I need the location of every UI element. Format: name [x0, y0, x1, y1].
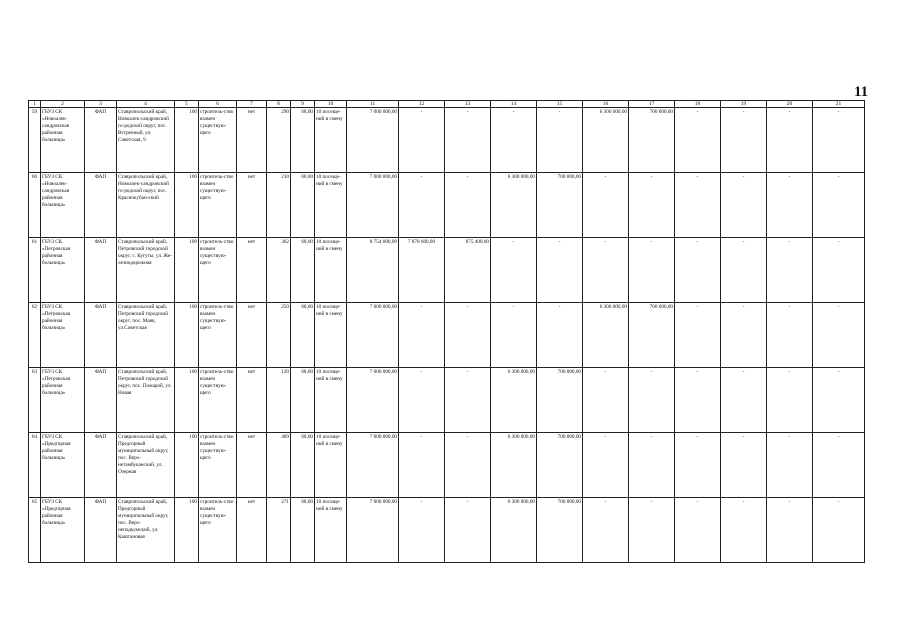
table-cell-c11: 7 000 000,00 [347, 498, 399, 563]
table-cell-c16: - [583, 173, 629, 238]
table-cell-org: ГБУЗ СК «Предгорная районная больница» [41, 498, 85, 563]
column-number: 12 [399, 101, 445, 108]
table-cell-c17: - [629, 498, 675, 563]
column-number: 6 [199, 101, 237, 108]
facilities-table [28, 100, 865, 563]
table-cell-work: строитель-ство взамен существую-щего [199, 238, 237, 303]
table-cell-address: Ставропольский край, Новоалек-сандровский го-родской округ, пос. Встречный, ул. Советская, 9 [117, 108, 175, 173]
table-cell-c16: 6 300 000,00 [583, 303, 629, 368]
table-cell-c19: - [721, 108, 767, 173]
table-cell-c8: 210 [267, 173, 291, 238]
table-cell-c20: - [767, 433, 813, 498]
column-number: 16 [583, 101, 629, 108]
column-number: 18 [675, 101, 721, 108]
table-cell-n: 61 [29, 238, 41, 303]
column-number: 5 [175, 101, 199, 108]
table-cell-c9: 68,00 [291, 368, 315, 433]
table-cell-c19: - [721, 433, 767, 498]
column-number: 9 [291, 101, 315, 108]
table-cell-c18: - [675, 108, 721, 173]
table-cell-c17: - [629, 368, 675, 433]
table-cell-c11: 7 000 000,00 [347, 173, 399, 238]
table-cell-visits: 10 посеще-ний в смену [315, 368, 347, 433]
page-number: 11 [854, 84, 869, 100]
table-cell-c15: 700 000,00 [537, 173, 583, 238]
table-cell-c15: - [537, 108, 583, 173]
table-row [29, 173, 865, 238]
table-cell-type: ФАП [85, 238, 117, 303]
table-cell-c21: - [813, 498, 865, 563]
table-cell-c14: - [491, 108, 537, 173]
table-cell-type: ФАП [85, 303, 117, 368]
table-cell-c20: - [767, 303, 813, 368]
column-number: 10 [315, 101, 347, 108]
table-cell-type: ФАП [85, 433, 117, 498]
column-number: 3 [85, 101, 117, 108]
table-cell-c12: - [399, 303, 445, 368]
table-cell-c8: 489 [267, 433, 291, 498]
table-cell-work: строитель-ство взамен существую-щего [199, 368, 237, 433]
table-cell-c12: - [399, 173, 445, 238]
table-cell-c18: - [675, 368, 721, 433]
table-cell-visits: 10 посеще-ний в смену [315, 108, 347, 173]
table-cell-c21: - [813, 433, 865, 498]
table-cell-c20: - [767, 498, 813, 563]
table-cell-work: строитель-ство взамен существую-щего [199, 303, 237, 368]
table-cell-type: ФАП [85, 498, 117, 563]
table-cell-c16: - [583, 433, 629, 498]
table-cell-c8: 120 [267, 368, 291, 433]
table-cell-work: строитель-ство взамен существую-щего [199, 108, 237, 173]
table-row [29, 108, 865, 173]
table-cell-c9: 68,00 [291, 433, 315, 498]
column-number: 21 [813, 101, 865, 108]
table-cell-c13: - [445, 498, 491, 563]
column-number: 11 [347, 101, 399, 108]
table-cell-work: строитель-ство взамен существую-щего [199, 498, 237, 563]
column-number-row [29, 101, 865, 108]
column-number: 7 [237, 101, 267, 108]
table-row [29, 498, 865, 563]
table-cell-visits: 10 посеще-ний в смену [315, 238, 347, 303]
table-cell-c9: 68,00 [291, 303, 315, 368]
table-cell-c8: 250 [267, 303, 291, 368]
column-number: 15 [537, 101, 583, 108]
table-cell-c12: - [399, 108, 445, 173]
table-cell-c16: - [583, 238, 629, 303]
table-cell-c9: 68,00 [291, 108, 315, 173]
table-cell-c21: - [813, 368, 865, 433]
table-cell-c17: 700 000,00 [629, 108, 675, 173]
table-cell-c15: 700 000,00 [537, 433, 583, 498]
table-cell-c18: - [675, 303, 721, 368]
table-cell-c7: нет [237, 173, 267, 238]
table-cell-address: Ставропольский край, Петровский городской округ, с. Кугуты, ул. Же-лезнодорожная [117, 238, 175, 303]
table-cell-c11: 7 000 000,00 [347, 303, 399, 368]
table-cell-c19: - [721, 238, 767, 303]
table-cell-c12: - [399, 498, 445, 563]
table-cell-visits: 10 посеще-ний в смену [315, 173, 347, 238]
table-cell-c7: нет [237, 238, 267, 303]
table-cell-c9: 68,00 [291, 238, 315, 303]
table-cell-c5: 100 [175, 368, 199, 433]
table-cell-c11: 7 000 000,00 [347, 433, 399, 498]
table-cell-c18: - [675, 238, 721, 303]
table-row [29, 433, 865, 498]
table-cell-c8: 362 [267, 238, 291, 303]
table-cell-c14: 6 300 000,00 [491, 498, 537, 563]
table-cell-c20: - [767, 108, 813, 173]
table-cell-c14: 6 300 000,00 [491, 368, 537, 433]
table-cell-c11: 7 000 000,00 [347, 108, 399, 173]
table-cell-n: 63 [29, 368, 41, 433]
table-cell-c5: 100 [175, 173, 199, 238]
table-cell-c18: - [675, 433, 721, 498]
table-cell-c7: нет [237, 433, 267, 498]
table-cell-address: Ставропольский край, Петровский городской округ, пос. Маяк, ул.Советская [117, 303, 175, 368]
table-cell-c15: - [537, 238, 583, 303]
table-cell-c12: 7 878 600,00 [399, 238, 445, 303]
column-number: 20 [767, 101, 813, 108]
table-cell-c16: - [583, 368, 629, 433]
table-cell-n: 59 [29, 108, 41, 173]
table-cell-org: ГБУЗ СК «Петровская районная больница» [41, 368, 85, 433]
column-number: 4 [117, 101, 175, 108]
table-cell-c7: нет [237, 498, 267, 563]
table-cell-org: ГБУЗ СК «Новоалек-сандровская районная больница» [41, 108, 85, 173]
table-cell-c14: 6 300 000,00 [491, 173, 537, 238]
table-cell-work: строитель-ство взамен существую-щего [199, 433, 237, 498]
table-cell-c21: - [813, 238, 865, 303]
table-cell-c19: - [721, 498, 767, 563]
table-cell-c12: - [399, 433, 445, 498]
column-number: 13 [445, 101, 491, 108]
table-cell-c19: - [721, 173, 767, 238]
table-cell-address: Ставропольский край, Новоалек-сандровский го-родской округ, пос. Краснокубан-ский [117, 173, 175, 238]
table-cell-c15: 700 000,00 [537, 498, 583, 563]
table-cell-c15: 700 000,00 [537, 368, 583, 433]
table-cell-c17: - [629, 433, 675, 498]
table-cell-c5: 100 [175, 498, 199, 563]
table-cell-visits: 10 посеще-ний в смену [315, 433, 347, 498]
table-cell-c13: - [445, 173, 491, 238]
table-cell-c8: 271 [267, 498, 291, 563]
table-cell-c13: - [445, 433, 491, 498]
table-cell-c20: - [767, 173, 813, 238]
table-cell-address: Ставропольский край, Петровский городской округ, пос. Пожарой, ул. Новая [117, 368, 175, 433]
table-cell-c18: - [675, 173, 721, 238]
table-cell-org: ГБУЗ СК «Петровская районная больница» [41, 303, 85, 368]
table-cell-c18: - [675, 498, 721, 563]
table-cell-n: 60 [29, 173, 41, 238]
table-cell-n: 64 [29, 433, 41, 498]
table-cell-c5: 100 [175, 238, 199, 303]
table-cell-c21: - [813, 108, 865, 173]
table-cell-c16: 6 300 000,00 [583, 108, 629, 173]
table-cell-c5: 100 [175, 108, 199, 173]
column-number: 17 [629, 101, 675, 108]
table-cell-c17: - [629, 173, 675, 238]
table-cell-c13: - [445, 368, 491, 433]
table-cell-c5: 100 [175, 303, 199, 368]
table-cell-c16: - [583, 498, 629, 563]
column-number: 8 [267, 101, 291, 108]
table-cell-work: строитель-ство взамен существую-щего [199, 173, 237, 238]
table-cell-address: Ставропольский край, Предгорный муниципальный округ, пос. Верх-неподкумский, ул. Каштановая [117, 498, 175, 563]
table-cell-type: ФАП [85, 173, 117, 238]
table-cell-c20: - [767, 368, 813, 433]
table-cell-org: ГБУЗ СК «Новоалек-сандровская районная больница» [41, 173, 85, 238]
table-cell-c11: 7 000 000,00 [347, 368, 399, 433]
table-cell-visits: 10 посеще-ний в смену [315, 303, 347, 368]
table-cell-c13: - [445, 108, 491, 173]
table-cell-c14: - [491, 238, 537, 303]
table-cell-c15: - [537, 303, 583, 368]
column-number: 1 [29, 101, 41, 108]
table-cell-c7: нет [237, 303, 267, 368]
table-cell-c9: 68,00 [291, 498, 315, 563]
table-cell-c8: 290 [267, 108, 291, 173]
column-number: 19 [721, 101, 767, 108]
table-cell-c13: - [445, 303, 491, 368]
table-cell-type: ФАП [85, 108, 117, 173]
table-cell-c14: 6 300 000,00 [491, 433, 537, 498]
table-row [29, 238, 865, 303]
table-cell-visits: 10 посеще-ний в смену [315, 498, 347, 563]
table-cell-c14: - [491, 303, 537, 368]
table-row [29, 368, 865, 433]
table-cell-c17: 700 000,00 [629, 303, 675, 368]
table-cell-c9: 68,00 [291, 173, 315, 238]
table-cell-c13: 875 400,00 [445, 238, 491, 303]
table-cell-address: Ставропольский край, Предгорный муниципальный округ, пос. Верх-нетамбуканский, ул. Озерная [117, 433, 175, 498]
column-number: 14 [491, 101, 537, 108]
table-cell-n: 65 [29, 498, 41, 563]
table-cell-c21: - [813, 303, 865, 368]
table-cell-c5: 100 [175, 433, 199, 498]
table-cell-c20: - [767, 238, 813, 303]
table-cell-n: 62 [29, 303, 41, 368]
table-cell-org: ГБУЗ СК «Петровская районная больница» [41, 238, 85, 303]
table-cell-org: ГБУЗ СК «Предгорная районная больница» [41, 433, 85, 498]
column-number: 2 [41, 101, 85, 108]
table-cell-c11: 8 754 000,00 [347, 238, 399, 303]
table-cell-c19: - [721, 368, 767, 433]
table-cell-c12: - [399, 368, 445, 433]
table-cell-c7: нет [237, 108, 267, 173]
table-row [29, 303, 865, 368]
table-cell-c17: - [629, 238, 675, 303]
table-cell-type: ФАП [85, 368, 117, 433]
table-cell-c21: - [813, 173, 865, 238]
table-cell-c19: - [721, 303, 767, 368]
table-cell-c7: нет [237, 368, 267, 433]
